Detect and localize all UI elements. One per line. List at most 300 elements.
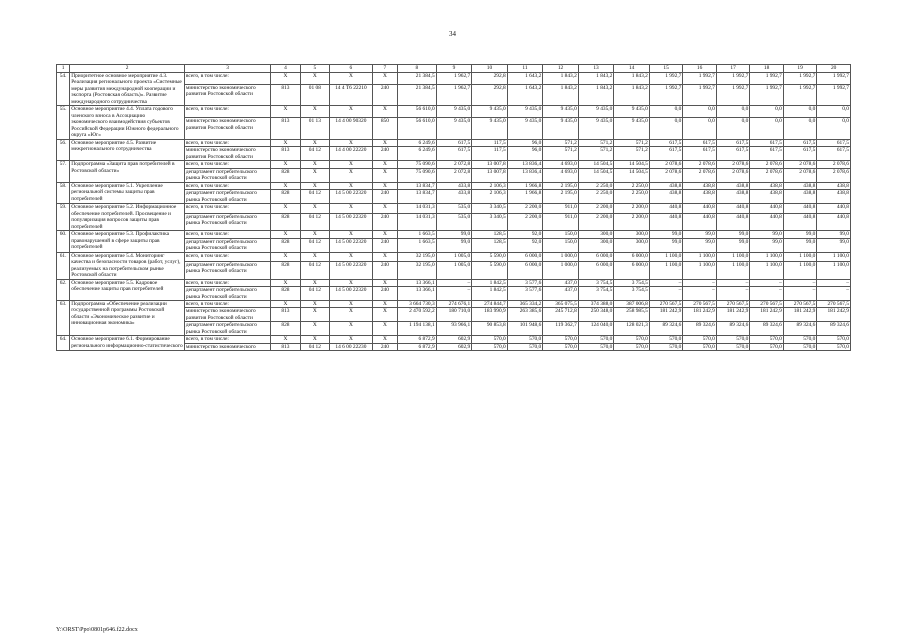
budget-code-cell: 04 12 [300, 261, 329, 279]
amount-cell: 1 992,7 [750, 73, 784, 85]
budget-code-cell: X [330, 252, 373, 261]
budget-code-cell: X [271, 231, 300, 238]
amount-cell: 570,0 [614, 336, 650, 343]
amount-cell: 2 078,6 [750, 168, 784, 182]
budget-code-cell: X [372, 252, 397, 261]
measure-description: Подпрограмма «Обеспечение реализации государственной программы Ростовской области «Экономическое развитие и инновационная экономика» [70, 300, 185, 335]
column-number-cell: 19 [783, 65, 817, 73]
budget-table [56, 64, 851, 351]
amount-cell: 1 992,7 [716, 84, 750, 106]
amount-cell: 245 712,8 [543, 308, 579, 322]
budget-code-cell: 14 4 00 90320 [330, 118, 373, 140]
amount-cell: 1 100,0 [716, 261, 750, 279]
amount-cell: 1 000,0 [543, 261, 579, 279]
amount-cell: 99,0 [716, 238, 750, 252]
budget-code-cell: 240 [372, 261, 397, 279]
amount-cell: 3 577,6 [507, 279, 543, 286]
amount-cell: 270 567,5 [750, 300, 784, 307]
amount-cell: 150,0 [543, 231, 579, 238]
budget-code-cell: X [372, 204, 397, 213]
amount-cell: 0,0 [649, 118, 683, 140]
amount-cell: 440,8 [716, 204, 750, 213]
budget-code-cell: 04 12 [300, 343, 329, 350]
amount-cell: 75 090,6 [398, 161, 437, 168]
budget-code-cell: X [300, 182, 329, 189]
budget-code-cell: X [330, 106, 373, 118]
amount-cell: 4 693,0 [543, 168, 579, 182]
amount-cell: 1 100,0 [683, 252, 717, 261]
column-number-cell: 1 [57, 65, 70, 73]
budget-code-cell: X [271, 204, 300, 213]
budget-code-cell: 828 [271, 287, 300, 301]
amount-cell: 1 966,8 [507, 190, 543, 204]
amount-cell: 571,2 [578, 139, 614, 146]
amount-cell: 181 242,9 [683, 308, 717, 322]
amount-cell: 9 435,0 [507, 106, 543, 118]
amount-cell: 617,5 [817, 139, 851, 146]
amount-cell: 6 872,9 [398, 343, 437, 350]
budget-code-cell: X [372, 300, 397, 307]
amount-cell: 89 324,6 [716, 322, 750, 336]
executor-cell: департамент потребительского рынка Ростовской области [184, 190, 270, 204]
amount-cell: 128 021,3 [614, 322, 650, 336]
amount-cell: 3 754,5 [578, 279, 614, 286]
amount-cell: 2 078,6 [750, 161, 784, 168]
amount-cell: 96,0 [507, 139, 543, 146]
amount-cell: 1 100,0 [716, 252, 750, 261]
amount-cell: 270 567,5 [649, 300, 683, 307]
amount-cell: 437,0 [543, 279, 579, 286]
amount-cell: 1 843,2 [614, 73, 650, 85]
budget-code-cell: 14 5 00 22320 [330, 213, 373, 231]
row-number: 58. [57, 182, 70, 203]
amount-cell: 438,8 [683, 190, 717, 204]
column-number-cell: 16 [683, 65, 717, 73]
row-number: 63. [57, 300, 70, 335]
budget-code-cell: 14 5 00 22320 [330, 261, 373, 279]
amount-cell: 440,8 [783, 213, 817, 231]
row-number: 55. [57, 106, 70, 139]
amount-cell: 0,0 [683, 106, 717, 118]
measure-description: Основное мероприятие 6.1. Формирование регионального информационно-статистического [71, 336, 183, 349]
amount-cell: 99,0 [683, 238, 717, 252]
amount-cell: 181 242,9 [817, 308, 851, 322]
budget-code-cell: X [330, 322, 373, 336]
amount-cell: 570,0 [683, 343, 717, 350]
budget-code-cell: 813 [271, 118, 300, 140]
amount-cell: 1 100,0 [783, 261, 817, 279]
amount-cell: – [750, 279, 784, 286]
amount-cell: 617,5 [716, 139, 750, 146]
budget-code-cell: 04 12 [300, 147, 329, 161]
budget-code-cell: X [271, 300, 300, 307]
budget-code-cell: X [300, 300, 329, 307]
amount-cell: 3 664 730,3 [398, 300, 437, 307]
amount-cell: 1 843,2 [578, 73, 614, 85]
amount-cell: 92,0 [507, 238, 543, 252]
budget-code-cell: X [271, 182, 300, 189]
amount-cell: 438,8 [817, 182, 851, 189]
amount-cell: 602,9 [436, 343, 472, 350]
row-number: 62. [57, 279, 70, 300]
amount-cell: 570,0 [578, 343, 614, 350]
amount-cell: – [436, 287, 472, 301]
amount-cell: 1 992,7 [683, 73, 717, 85]
executor-cell: всего, в том числе: [184, 279, 270, 286]
amount-cell: 6 249,6 [398, 147, 437, 161]
amount-cell: – [683, 279, 717, 286]
amount-cell: 440,8 [817, 204, 851, 213]
executor-cell: министерство экономического [184, 343, 270, 350]
amount-cell: 96,0 [507, 147, 543, 161]
amount-cell: 438,8 [783, 182, 817, 189]
amount-cell: 3 754,5 [578, 287, 614, 301]
amount-cell: 2 106,3 [472, 182, 508, 189]
amount-cell: 2 250,0 [614, 190, 650, 204]
amount-cell: 2 200,0 [614, 204, 650, 213]
amount-cell: 570,0 [507, 343, 543, 350]
amount-cell: 180 710,0 [436, 308, 472, 322]
executor-cell: всего, в том числе: [184, 204, 270, 213]
amount-cell: 14 031,3 [398, 204, 437, 213]
amount-cell: 602,9 [436, 336, 472, 343]
executor-cell: департамент потребительского рынка Ростовской области [184, 213, 270, 231]
amount-cell: 99,0 [750, 231, 784, 238]
column-number-cell: 3 [184, 65, 270, 73]
amount-cell: – [436, 279, 472, 286]
amount-cell: 117,5 [472, 147, 508, 161]
budget-code-cell: X [372, 161, 397, 168]
amount-cell: 2 078,6 [817, 161, 851, 168]
amount-cell: 99,0 [649, 231, 683, 238]
amount-cell: 2 072,8 [436, 168, 472, 182]
executor-cell: министерство экономического развития Ростовской области [184, 118, 270, 140]
amount-cell: 300,0 [614, 238, 650, 252]
amount-cell: 2 078,6 [817, 168, 851, 182]
amount-cell: 617,5 [436, 147, 472, 161]
executor-cell: министерство экономического развития Ростовской области [184, 147, 270, 161]
budget-code-cell: X [300, 231, 329, 238]
amount-cell: 14 504,5 [578, 161, 614, 168]
amount-cell: 3 754,5 [614, 279, 650, 286]
budget-code-cell: 813 [271, 308, 300, 322]
amount-cell: 617,5 [750, 139, 784, 146]
amount-cell: 1 992,7 [649, 84, 683, 106]
amount-cell: 14 031,3 [398, 213, 437, 231]
amount-cell: 9 435,0 [436, 106, 472, 118]
amount-cell: 617,5 [750, 147, 784, 161]
amount-cell: 270 567,5 [783, 300, 817, 307]
executor-cell: департамент потребительского рынка Ростовской области [184, 287, 270, 301]
budget-code-cell: X [330, 336, 373, 343]
column-number-cell: 10 [472, 65, 508, 73]
amount-cell: 570,0 [472, 336, 508, 343]
amount-cell: 438,8 [716, 190, 750, 204]
measure-description: Приоритетное основное мероприятие 4.3. Реализация регионального проекта «Системные меры развития международной кооперации и экспорта (Ростовская область)». Развитие международного сотрудничества [70, 73, 185, 106]
row-number: 64. [57, 336, 70, 351]
amount-cell: 270 567,5 [716, 300, 750, 307]
amount-cell: 440,8 [683, 213, 717, 231]
amount-cell: 570,0 [783, 343, 817, 350]
budget-code-cell: 240 [372, 287, 397, 301]
executor-cell: всего, в том числе: [184, 336, 270, 343]
amount-cell: 1 992,7 [817, 73, 851, 85]
amount-cell: 1 992,7 [783, 73, 817, 85]
measure-description: Основное мероприятие 4.4. Уплата годового членского взноса в Ассоциацию экономического взаимодействия субъектов Российской Федерации Южного федерального округа «Юг» [70, 106, 185, 139]
amount-cell: 1 992,7 [649, 73, 683, 85]
amount-cell: 250 348,0 [578, 308, 614, 322]
amount-cell: 617,5 [649, 139, 683, 146]
budget-code-cell: X [271, 279, 300, 286]
amount-cell: 6 872,9 [398, 336, 437, 343]
amount-cell: 365 334,2 [507, 300, 543, 307]
amount-cell: 89 324,6 [783, 322, 817, 336]
table-row [57, 182, 851, 189]
amount-cell: 6 000,0 [507, 261, 543, 279]
amount-cell: 13 366,1 [398, 279, 437, 286]
amount-cell: 93 966,1 [436, 322, 472, 336]
budget-code-cell: 240 [372, 213, 397, 231]
amount-cell: 6 000,0 [578, 261, 614, 279]
amount-cell: 183 990,9 [472, 308, 508, 322]
budget-code-cell: X [271, 161, 300, 168]
amount-cell: 0,0 [716, 118, 750, 140]
column-number-cell: 12 [543, 65, 579, 73]
amount-cell: 1 100,0 [783, 252, 817, 261]
amount-cell: 570,0 [543, 343, 579, 350]
amount-cell: – [649, 279, 683, 286]
amount-cell: 181 242,9 [750, 308, 784, 322]
budget-code-cell: X [330, 204, 373, 213]
amount-cell: 387 006,8 [614, 300, 650, 307]
amount-cell: 181 242,9 [716, 308, 750, 322]
budget-code-cell: 813 [271, 343, 300, 350]
amount-cell: 1 843,2 [578, 84, 614, 106]
budget-code-cell: X [372, 322, 397, 336]
amount-cell: 101 948,6 [507, 322, 543, 336]
amount-cell: 2 250,0 [578, 190, 614, 204]
budget-code-cell: X [372, 139, 397, 146]
amount-cell: 1 194 138,1 [398, 322, 437, 336]
amount-cell: 99,0 [817, 231, 851, 238]
amount-cell: 2 200,0 [578, 213, 614, 231]
amount-cell: 89 324,6 [683, 322, 717, 336]
budget-code-cell: 828 [271, 213, 300, 231]
amount-cell: 2 078,6 [649, 161, 683, 168]
amount-cell: 617,5 [783, 139, 817, 146]
budget-code-cell: X [372, 336, 397, 343]
amount-cell: 440,8 [750, 204, 784, 213]
amount-cell: 274 844,7 [472, 300, 508, 307]
amount-cell: 0,0 [683, 118, 717, 140]
amount-cell: 2 078,6 [683, 161, 717, 168]
amount-cell: 571,2 [614, 147, 650, 161]
budget-code-cell: X [372, 168, 397, 182]
amount-cell: 14 504,5 [578, 168, 614, 182]
amount-cell: 99,0 [649, 238, 683, 252]
amount-cell: 440,8 [783, 204, 817, 213]
amount-cell: 438,8 [716, 182, 750, 189]
amount-cell: 570,0 [472, 343, 508, 350]
amount-cell: 9 435,0 [507, 118, 543, 140]
column-number-cell: 6 [330, 65, 373, 73]
amount-cell: 2 106,3 [472, 190, 508, 204]
column-number-cell: 13 [578, 65, 614, 73]
amount-cell: 1 100,0 [649, 252, 683, 261]
amount-cell: 617,5 [783, 147, 817, 161]
amount-cell: 2 072,8 [436, 161, 472, 168]
amount-cell: 2 250,0 [578, 182, 614, 189]
amount-cell: 1 643,2 [507, 73, 543, 85]
column-number-cell: 18 [750, 65, 784, 73]
amount-cell: 128,5 [472, 231, 508, 238]
amount-cell: 2 078,6 [783, 161, 817, 168]
budget-code-cell: 14 4 Т6 22210 [330, 84, 373, 106]
amount-cell: 570,0 [783, 336, 817, 343]
column-number-row [57, 65, 851, 73]
amount-cell: 438,8 [817, 190, 851, 204]
budget-code-cell: X [330, 308, 373, 322]
budget-code-cell: 828 [271, 322, 300, 336]
amount-cell: 258 985,5 [614, 308, 650, 322]
budget-code-cell: X [300, 161, 329, 168]
amount-cell: 1 992,7 [750, 84, 784, 106]
executor-cell: департамент потребительского рынка Ростовской области [184, 238, 270, 252]
budget-code-cell: 14 6 00 22230 [330, 343, 373, 350]
budget-code-cell: 240 [372, 238, 397, 252]
amount-cell: 617,5 [436, 139, 472, 146]
budget-code-cell: X [300, 279, 329, 286]
budget-code-cell: X [372, 182, 397, 189]
row-number: 59. [57, 204, 70, 231]
budget-code-cell: X [300, 204, 329, 213]
budget-code-cell: X [330, 231, 373, 238]
measure-description: Основное мероприятие 5.5. Кадровое обеспечение защиты прав потребителей [70, 279, 185, 300]
amount-cell: 270 567,5 [817, 300, 851, 307]
column-number-cell: 4 [271, 65, 300, 73]
amount-cell: 9 435,0 [472, 106, 508, 118]
budget-code-cell: 14 5 00 22320 [330, 190, 373, 204]
amount-cell: 90 853,8 [472, 322, 508, 336]
amount-cell: 0,0 [817, 118, 851, 140]
amount-cell: 438,8 [649, 182, 683, 189]
amount-cell: 1 663,5 [398, 238, 437, 252]
amount-cell: 9 435,0 [472, 118, 508, 140]
budget-code-cell: 850 [372, 118, 397, 140]
executor-cell: министерство экономического развития Ростовской области [184, 308, 270, 322]
amount-cell: 6 000,0 [578, 252, 614, 261]
amount-cell: 9 435,0 [543, 106, 579, 118]
budget-code-cell: 01 08 [300, 84, 329, 106]
amount-cell: 1 663,5 [398, 231, 437, 238]
amount-cell: 1 100,0 [649, 261, 683, 279]
budget-code-cell: X [300, 336, 329, 343]
amount-cell: 433,8 [436, 190, 472, 204]
executor-cell: министерство экономического развития Ростовской области [184, 84, 270, 106]
amount-cell: 99,0 [817, 238, 851, 252]
measure-description: Основное мероприятие 5.2. Информационное обеспечение потребителей. Просвещение и популяризация вопросов защиты прав потребителей [70, 204, 185, 231]
executor-cell: департамент потребительского рынка Ростовской области [184, 168, 270, 182]
measure-description: Основное мероприятие 4.5. Развитие межрегионального сотрудничества [70, 139, 185, 160]
budget-code-cell: X [372, 73, 397, 85]
budget-code-cell: 04 12 [300, 238, 329, 252]
column-number-cell: 11 [507, 65, 543, 73]
column-number-cell: 17 [716, 65, 750, 73]
executor-cell: всего, в том числе: [184, 300, 270, 307]
amount-cell: 570,0 [683, 336, 717, 343]
amount-cell: 374 388,0 [578, 300, 614, 307]
amount-cell: 1 643,2 [507, 84, 543, 106]
measure-description: Подпрограмма «Защита прав потребителей в Ростовской области» [70, 161, 185, 182]
amount-cell: 570,0 [716, 343, 750, 350]
amount-cell: 300,0 [614, 231, 650, 238]
table-row [57, 231, 851, 238]
budget-code-cell: 04 12 [300, 213, 329, 231]
amount-cell: 617,5 [716, 147, 750, 161]
budget-code-cell: X [300, 252, 329, 261]
amount-cell: 1 100,0 [817, 252, 851, 261]
amount-cell: 117,5 [472, 139, 508, 146]
amount-cell: 1 100,0 [683, 261, 717, 279]
executor-cell: всего, в том числе: [184, 252, 270, 261]
budget-code-cell: 240 [372, 190, 397, 204]
table-row [57, 106, 851, 118]
amount-cell: – [783, 287, 817, 301]
amount-cell: 5 590,0 [472, 261, 508, 279]
amount-cell: 0,0 [716, 106, 750, 118]
budget-code-cell: X [271, 252, 300, 261]
amount-cell: 2 078,6 [649, 168, 683, 182]
column-number-cell: 2 [70, 65, 185, 73]
budget-code-cell: 14 5 00 22320 [330, 287, 373, 301]
file-path-footer: Y:\ORST\Ppo\0801p646.f22.docx [56, 627, 138, 633]
amount-cell: 911,0 [543, 204, 579, 213]
amount-cell: 92,0 [507, 231, 543, 238]
executor-cell: всего, в том числе: [184, 139, 270, 146]
amount-cell: 2 195,0 [543, 182, 579, 189]
table-row [57, 336, 851, 343]
amount-cell: 2 250,0 [614, 182, 650, 189]
amount-cell: 570,0 [750, 343, 784, 350]
budget-code-cell: X [372, 231, 397, 238]
executor-cell: департамент потребительского рынка Ростовской области [184, 261, 270, 279]
amount-cell: 3 577,6 [507, 287, 543, 301]
amount-cell: 570,0 [817, 336, 851, 343]
amount-cell: 9 435,0 [614, 118, 650, 140]
executor-cell: всего, в том числе: [184, 182, 270, 189]
amount-cell: 365 075,5 [543, 300, 579, 307]
amount-cell: 1 100,0 [750, 252, 784, 261]
amount-cell: 571,2 [543, 147, 579, 161]
amount-cell: 99,0 [436, 238, 472, 252]
table-row [57, 252, 851, 261]
amount-cell: 440,8 [649, 204, 683, 213]
amount-cell: 570,0 [614, 343, 650, 350]
amount-cell: 911,0 [543, 213, 579, 231]
budget-code-cell: 813 [271, 147, 300, 161]
amount-cell: 1 100,0 [817, 261, 851, 279]
budget-code-cell: 828 [271, 190, 300, 204]
amount-cell: 2 078,6 [716, 161, 750, 168]
amount-cell: 438,8 [683, 182, 717, 189]
amount-cell: 570,0 [649, 343, 683, 350]
amount-cell: 433,8 [436, 182, 472, 189]
amount-cell: 570,0 [543, 336, 579, 343]
amount-cell: 1 962,7 [436, 84, 472, 106]
amount-cell: 99,0 [436, 231, 472, 238]
amount-cell: 0,0 [817, 106, 851, 118]
amount-cell: 617,5 [649, 147, 683, 161]
